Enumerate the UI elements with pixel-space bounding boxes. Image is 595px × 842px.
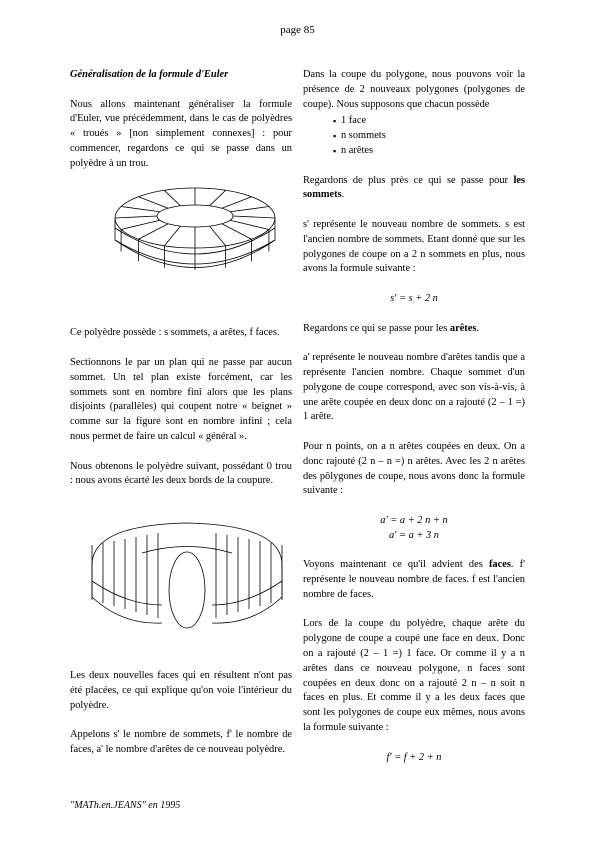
formula-vertices: s' = s + 2 n (390, 292, 438, 304)
formula-edges: a' = a + 2 n + n a' = a + 3 n (380, 514, 448, 541)
paragraph-vertices-intro: Regardons de plus près ce qui se passe pour les sommets. (303, 174, 525, 201)
right-column (303, 68, 525, 780)
list-item: ▪ n arêtes (303, 144, 525, 159)
paragraph-polyhedron: Ce polyèdre possède : s sommets, a arêtes, f faces. (70, 327, 280, 339)
formula-faces: f' = f + 2 + n (386, 751, 442, 763)
list-item: ▪ 1 face (303, 114, 525, 129)
paragraph-edges: a' représente le nouveau nombre d'arêtes tandis que a représente l'ancien nombre. Chaque sommet d'un polygone de coupe correspond, avec son vis-à-vis, à une arête coupée en deux donc on a rajouté (2 – 1 =) 1 arête. (303, 352, 525, 423)
paragraph-section: Sectionnons le par un plan qui ne passe par aucun sommet. Un tel plan existe forcément, car les sommets sont en nombre fini alors que les plans disjoints (parallèles) qui coupent notre « beignet » comme sur la figure sont en nombre infini ; cela nous permet de faire un calcul « général ». (70, 356, 292, 442)
paragraph-result: Nous obtenons le polyèdre suivant, possédant 0 trou : nous avons écarté les deux bords de la coupure. (70, 460, 292, 487)
section-title: Généralisation de la formule d'Euler (70, 69, 229, 80)
cut-polygon-properties (303, 114, 525, 158)
paragraph-faces-intro: Voyons maintenant ce qu'il advient des faces. f' représente le nouveau nombre de faces. f est l'ancien nombre de faces. (303, 559, 525, 600)
left-column (70, 68, 292, 773)
paragraph-faces: Lors de la coupe du polyèdre, chaque arête du polygone de coupe a coupé une face en deux. Donc on a rajouté (2 – 1 =) 1 face. Or comme il y a n arêtes dans ce nouveau polygone, n faces sont coupées en deux donc on a rajouté 2 n – n soit n faces en plus. Et comme il y a les deux faces que sont les polygones de coupe eux mêmes, nous avons la formule suivante : (303, 618, 525, 734)
paragraph-edges-count: Pour n points, on a n arêtes coupées en deux. On a donc rajouté (2 n – n =) n arêtes. Avec les 2 n arêtes des pôlygones de coupe, nous avons donc la formule suivante : (303, 440, 525, 497)
paragraph-vertices: s' représente le nouveau nombre de sommets. s est l'ancien nombre de sommets. Etant donné que sur les polygones de coupe on a 2 n sommets en plus, nous avons la formule suivante : (303, 218, 525, 275)
paragraph-intro: Nous allons maintenant généraliser la formule d'Euler, vue précédemment, dans le cas de polyèdres « troués » [non simplement connexes] : pour commencer, regardons ce qui se passe dans un polyèdre à un trou. (70, 98, 292, 169)
paragraph-new-faces: Les deux nouvelles faces qui en résultent n'ont pas été placées, ce qui explique qu'on voie l'intérieur du polyèdre. (70, 669, 292, 711)
torus-figure (100, 180, 290, 290)
page-number: page 85 (280, 24, 315, 36)
paragraph-cut-polygons: Dans la coupe du polygone, nous pouvons voir la présence de 2 nouveaux polygones (polygones de coupe). Nous supposons que chacun possède (303, 69, 525, 110)
footer: "MATh.en.JEANS" en 1995 (70, 800, 181, 811)
paragraph-edges-intro: Regardons ce qui se passe pour les arêtes. (303, 322, 480, 334)
cut-torus-figure (82, 505, 292, 650)
list-item: ▪ n sommets (303, 129, 525, 144)
paragraph-notation: Appelons s' le nombre de sommets, f' le nombre de faces, a' le nombre d'arêtes de ce nouveau polyèdre. (70, 729, 292, 755)
